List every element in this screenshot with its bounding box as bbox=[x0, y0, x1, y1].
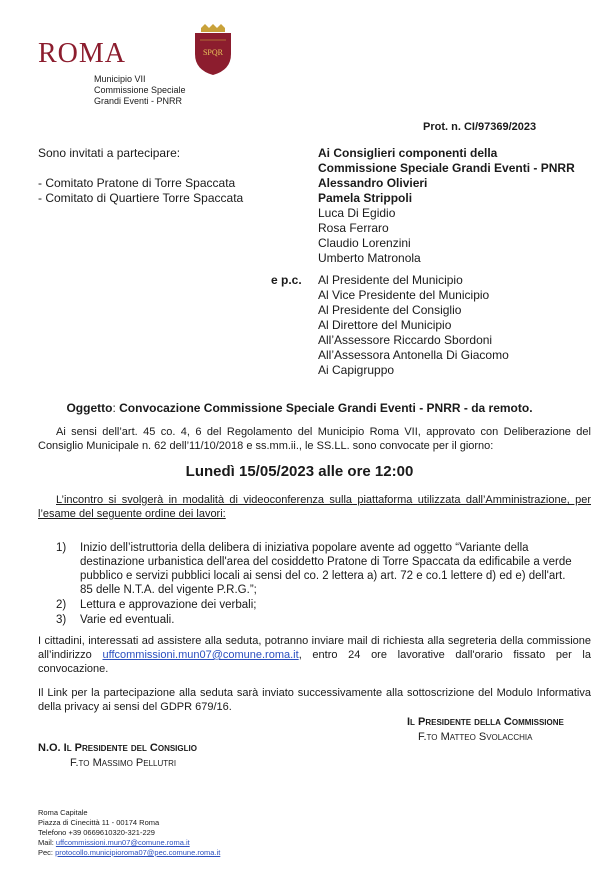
cc-item: Al Presidente del Consiglio bbox=[318, 303, 462, 317]
agenda-item bbox=[56, 613, 576, 627]
agenda-item-number: 2) bbox=[56, 599, 67, 611]
agenda-item-text: Varie ed eventuali. bbox=[80, 614, 175, 626]
recipients-header: Commissione Speciale Grandi Eventi - PNRR bbox=[318, 161, 575, 175]
subject-text: Convocazione Commissione Speciale Grandi Eventi - PNRR - da remoto. bbox=[119, 401, 533, 415]
agenda-item-text: Inizio dell’istruttoria della delibera di iniziativa popolare avente ad oggetto “Variante della destinazione urbanistica dell'area del cosiddetto Pratone di Torre Spaccata da edificabile a verde pubblico e servizi pubblici locali ai sensi del co. 2 lettera a) art. 72 e co.1 lettere d) ed e) dell'art. 85 delle N.T.A. del vigente P.R.G.”; bbox=[80, 542, 572, 596]
agenda-item bbox=[56, 598, 576, 612]
agenda-item-number: 3) bbox=[56, 614, 67, 626]
citizens-paragraph bbox=[38, 634, 591, 676]
agenda-list bbox=[56, 541, 576, 628]
invited-item: - Comitato di Quartiere Torre Spaccata bbox=[38, 191, 244, 205]
cc-block bbox=[318, 273, 509, 378]
footer-mail bbox=[38, 838, 220, 848]
agenda-item-number: 1) bbox=[56, 542, 67, 554]
invited-block bbox=[38, 146, 243, 206]
recipient-name: Claudio Lorenzini bbox=[318, 236, 411, 250]
footer-pec bbox=[38, 848, 220, 858]
subject-label: Oggetto bbox=[66, 401, 113, 415]
footer-mail-link[interactable]: uffcommissioni.mun07@comune.roma.it bbox=[55, 838, 190, 847]
footer-line: Piazza di Cinecittà 11 - 00174 Roma bbox=[38, 818, 160, 827]
citizens-text: I cittadini, interessati ad assistere alla seduta, potranno inviare mail di richiesta alla segreteria della commissione all’indirizzo bbox=[38, 635, 591, 661]
meeting-date: Lunedì 15/05/2023 alle ore 12:00 bbox=[185, 463, 414, 480]
footer bbox=[38, 808, 220, 858]
recipients-header: Ai Consiglieri componenti della bbox=[318, 146, 498, 160]
cc-item: Al Vice Presidente del Municipio bbox=[318, 288, 490, 302]
recipient-name: Luca Di Egidio bbox=[318, 206, 396, 220]
council-president-name: F.to Massimo Pellutri bbox=[70, 757, 177, 769]
citizens-text: , entro 24 ore lavorative dall'orario fissato per la convocazione. bbox=[38, 649, 591, 675]
subtitle-line: Municipio VII bbox=[94, 74, 146, 84]
cc-item: Al Presidente del Municipio bbox=[318, 273, 463, 287]
commission-president-name: F.to Matteo Svolacchia bbox=[418, 731, 533, 743]
subtitle-line: Grandi Eventi - PNRR bbox=[94, 96, 183, 106]
shield-text: SPQR bbox=[202, 48, 224, 57]
recipient-name: Rosa Ferraro bbox=[318, 221, 389, 235]
recipient-name: Alessandro Olivieri bbox=[318, 176, 428, 190]
protocol-number: Prot. n. CI/97369/2023 bbox=[423, 121, 537, 133]
agenda-item-text: Lettura e approvazione dei verbali; bbox=[80, 599, 257, 611]
roma-shield-icon bbox=[192, 24, 234, 76]
cc-label: e p.c. bbox=[271, 273, 302, 287]
agenda-item bbox=[56, 541, 576, 597]
cc-item: All’Assessore Riccardo Sbordoni bbox=[318, 333, 493, 347]
header-subtitle bbox=[94, 74, 186, 107]
roma-logo: ROMA bbox=[38, 38, 127, 69]
recipients-block bbox=[318, 146, 575, 266]
subject-sep: : bbox=[112, 401, 120, 415]
council-president-title: N.O. Il Presidente del Consiglio bbox=[38, 742, 197, 754]
intro-paragraph: Ai sensi dell’art. 45 co. 4, 6 del Regolamento del Municipio Roma VII, approvato con Deliberazione del Consiglio Municipale n. 62 dell’11/10/2018 e ss.mm.ii., le SS.LL. sono convocate per il giorno: bbox=[38, 426, 591, 452]
footer-pec-label: Pec: bbox=[38, 848, 56, 857]
cc-item: All’Assessora Antonella Di Giacomo bbox=[318, 348, 509, 362]
subject-line bbox=[0, 401, 599, 415]
videoconference-paragraph: L’incontro si svolgerà in modalità di videoconferenza sulla piattaforma utilizzata dall’Amministrazione, per l’esame del seguente ordine dei lavori: bbox=[38, 494, 591, 520]
link-paragraph: Il Link per la partecipazione alla seduta sarà inviato successivamente alla sottoscrizione del Modulo Informativa della privacy ai sensi del GDPR 679/16. bbox=[38, 687, 591, 713]
committee-email-link[interactable]: uffcommissioni.mun07@comune.roma.it bbox=[102, 649, 299, 661]
cc-item: Ai Capigruppo bbox=[318, 363, 395, 377]
subtitle-line: Commissione Speciale bbox=[94, 85, 186, 95]
cc-item: Al Direttore del Municipio bbox=[318, 318, 452, 332]
recipient-name: Pamela Strippoli bbox=[318, 191, 413, 205]
footer-line: Telefono +39 0669610320-321-229 bbox=[38, 828, 155, 837]
recipient-name: Umberto Matronola bbox=[318, 251, 421, 265]
footer-mail-label: Mail: bbox=[38, 838, 56, 847]
commission-president-title: Il Presidente della Commissione bbox=[407, 716, 564, 728]
footer-line: Roma Capitale bbox=[38, 808, 88, 817]
footer-pec-link[interactable]: protocollo.municipioroma07@pec.comune.roma.it bbox=[55, 848, 221, 857]
invited-intro: Sono invitati a partecipare: bbox=[38, 146, 181, 160]
invited-item: - Comitato Pratone di Torre Spaccata bbox=[38, 176, 236, 190]
